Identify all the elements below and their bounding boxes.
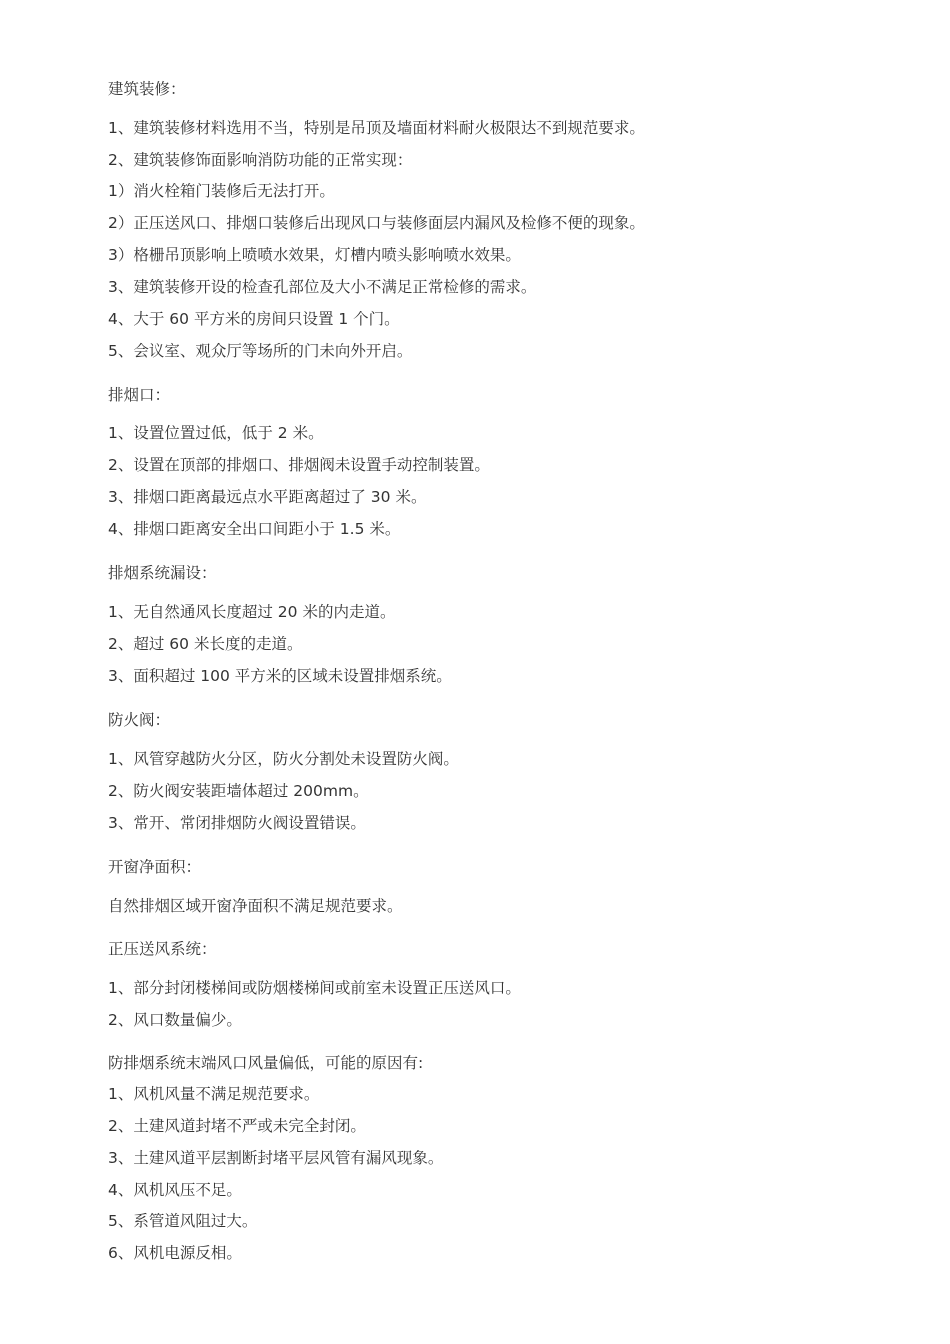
paragraph: 2、建筑装修饰面影响消防功能的正常实现： (108, 151, 413, 169)
paragraph: 2）正压送风口、排烟口装修后出现风口与装修面层内漏风及检修不便的现象。 (108, 214, 645, 232)
paragraph: 2、超过 60 米长度的走道。 (108, 635, 303, 653)
section-heading-decoration: 建筑装修： (108, 80, 186, 98)
section-heading-smoke-outlet: 排烟口： (108, 386, 171, 404)
paragraph: 3、面积超过 100 平方米的区域未设置排烟系统。 (108, 667, 452, 685)
paragraph: 2、设置在顶部的排烟口、排烟阀未设置手动控制装置。 (108, 456, 490, 474)
paragraph: 4、风机风压不足。 (108, 1181, 242, 1199)
paragraph: 1、建筑装修材料选用不当，特别是吊顶及墙面材料耐火极限达不到规范要求。 (108, 119, 645, 137)
paragraph: 2、防火阀安装距墙体超过 200mm。 (108, 782, 369, 800)
paragraph: 1、设置位置过低，低于 2 米。 (108, 424, 324, 442)
paragraph: 1、无自然通风长度超过 20 米的内走道。 (108, 603, 396, 621)
paragraph: 3、土建风道平层割断封堵平层风管有漏风现象。 (108, 1149, 444, 1167)
paragraph: 5、系管道风阻过大。 (108, 1212, 258, 1230)
paragraph: 1、风机风量不满足规范要求。 (108, 1085, 320, 1103)
paragraph: 2、风口数量偏少。 (108, 1011, 242, 1029)
paragraph: 3、建筑装修开设的检查孔部位及大小不满足正常检修的需求。 (108, 278, 537, 296)
paragraph: 4、排烟口距离安全出口间距小于 1.5 米。 (108, 520, 401, 538)
paragraph: 3）格栅吊顶影响上喷喷水效果，灯槽内喷头影响喷水效果。 (108, 246, 521, 264)
paragraph: 1、部分封闭楼梯间或防烟楼梯间或前室未设置正压送风口。 (108, 979, 521, 997)
section-heading-fire-damper: 防火阀： (108, 711, 171, 729)
section-heading-low-airflow: 防排烟系统末端风口风量偏低，可能的原因有: (108, 1054, 424, 1072)
paragraph: 自然排烟区域开窗净面积不满足规范要求。 (108, 897, 403, 915)
paragraph: 5、会议室、观众厅等场所的门未向外开启。 (108, 342, 413, 360)
paragraph: 4、大于 60 平方米的房间只设置 1 个门。 (108, 310, 400, 328)
paragraph: 6、风机电源反相。 (108, 1244, 242, 1262)
section-heading-pressurization: 正压送风系统： (108, 940, 217, 958)
paragraph: 1）消火栓箱门装修后无法打开。 (108, 182, 335, 200)
paragraph: 2、土建风道封堵不严或未完全封闭。 (108, 1117, 366, 1135)
paragraph: 3、排烟口距离最远点水平距离超过了 30 米。 (108, 488, 427, 506)
section-heading-smoke-system: 排烟系统漏设： (108, 564, 217, 582)
paragraph: 1、风管穿越防火分区，防火分割处未设置防火阀。 (108, 750, 459, 768)
paragraph: 3、常开、常闭排烟防火阀设置错误。 (108, 814, 366, 832)
section-heading-window-area: 开窗净面积： (108, 858, 202, 876)
